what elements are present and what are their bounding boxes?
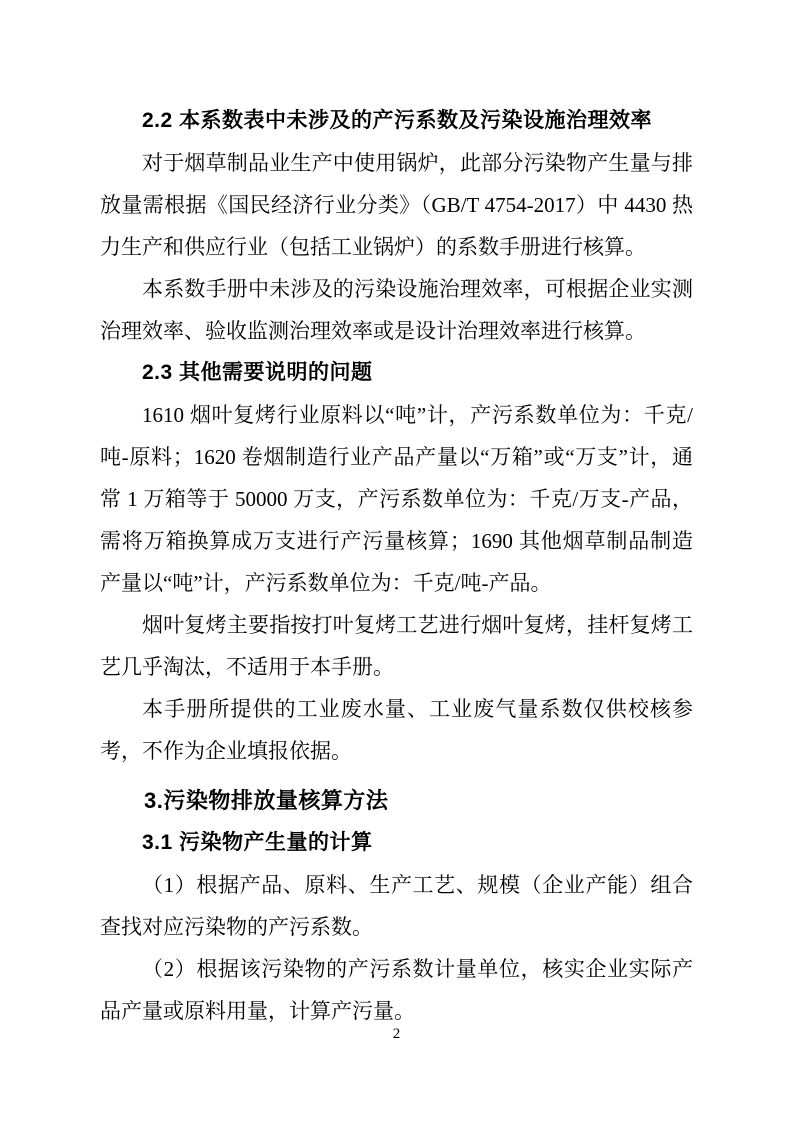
paragraph-coefficient-units: 1610 烟叶复烤行业原料以“吨”计，产污系数单位为：千克/吨-原料；1620 卷烟制造行业产品产量以“万箱”或“万支”计，通常 1 万箱等于 50000 万支，产污系数单位为：千克/万支-产品，需将万箱换算成万支进行产污量核算；1690 其他烟草制品制造产量以“吨”计，产污系数单位为：千克/吨-产品。 (100, 403, 693, 595)
page-number: 2 (392, 1026, 401, 1042)
section-heading-3: 3.污染物排放量核算方法 (144, 788, 389, 813)
paragraph-redrying-process: 烟叶复烤主要指按打叶复烤工艺进行烟叶复烤，挂杆复烤工艺几乎淘汰，不适用于本手册。 (100, 613, 693, 679)
paragraph-step-1: （1）根据产品、原料、生产工艺、规模（企业产能）组合查找对应污染物的产污系数。 (100, 873, 693, 939)
paragraph-boiler-accounting: 对于烟草制品业生产中使用锅炉，此部分污染物产生量与排放量需根据《国民经济行业分类》（GB/T 4754-2017）中 4430 热力生产和供应行业（包括工业锅炉）的系数手册进行核算。 (100, 151, 693, 259)
section-heading-2-3: 2.3 其他需要说明的问题 (142, 361, 373, 384)
document-body (100, 100, 693, 1032)
paragraph-treatment-efficiency: 本系数手册中未涉及的污染设施治理效率，可根据企业实测治理效率、验收监测治理效率或是设计治理效率进行核算。 (100, 277, 693, 343)
section-heading-2-2: 2.2 本系数表中未涉及的产污系数及污染设施治理效率 (142, 109, 653, 132)
paragraph-step-2: （2）根据该污染物的产污系数计量单位，核实企业实际产品产量或原料用量，计算产污量。 (100, 957, 693, 1023)
section-heading-3-1: 3.1 污染物产生量的计算 (142, 831, 373, 854)
paragraph-reference-only: 本手册所提供的工业废水量、工业废气量系数仅供校核参考，不作为企业填报依据。 (100, 697, 693, 763)
